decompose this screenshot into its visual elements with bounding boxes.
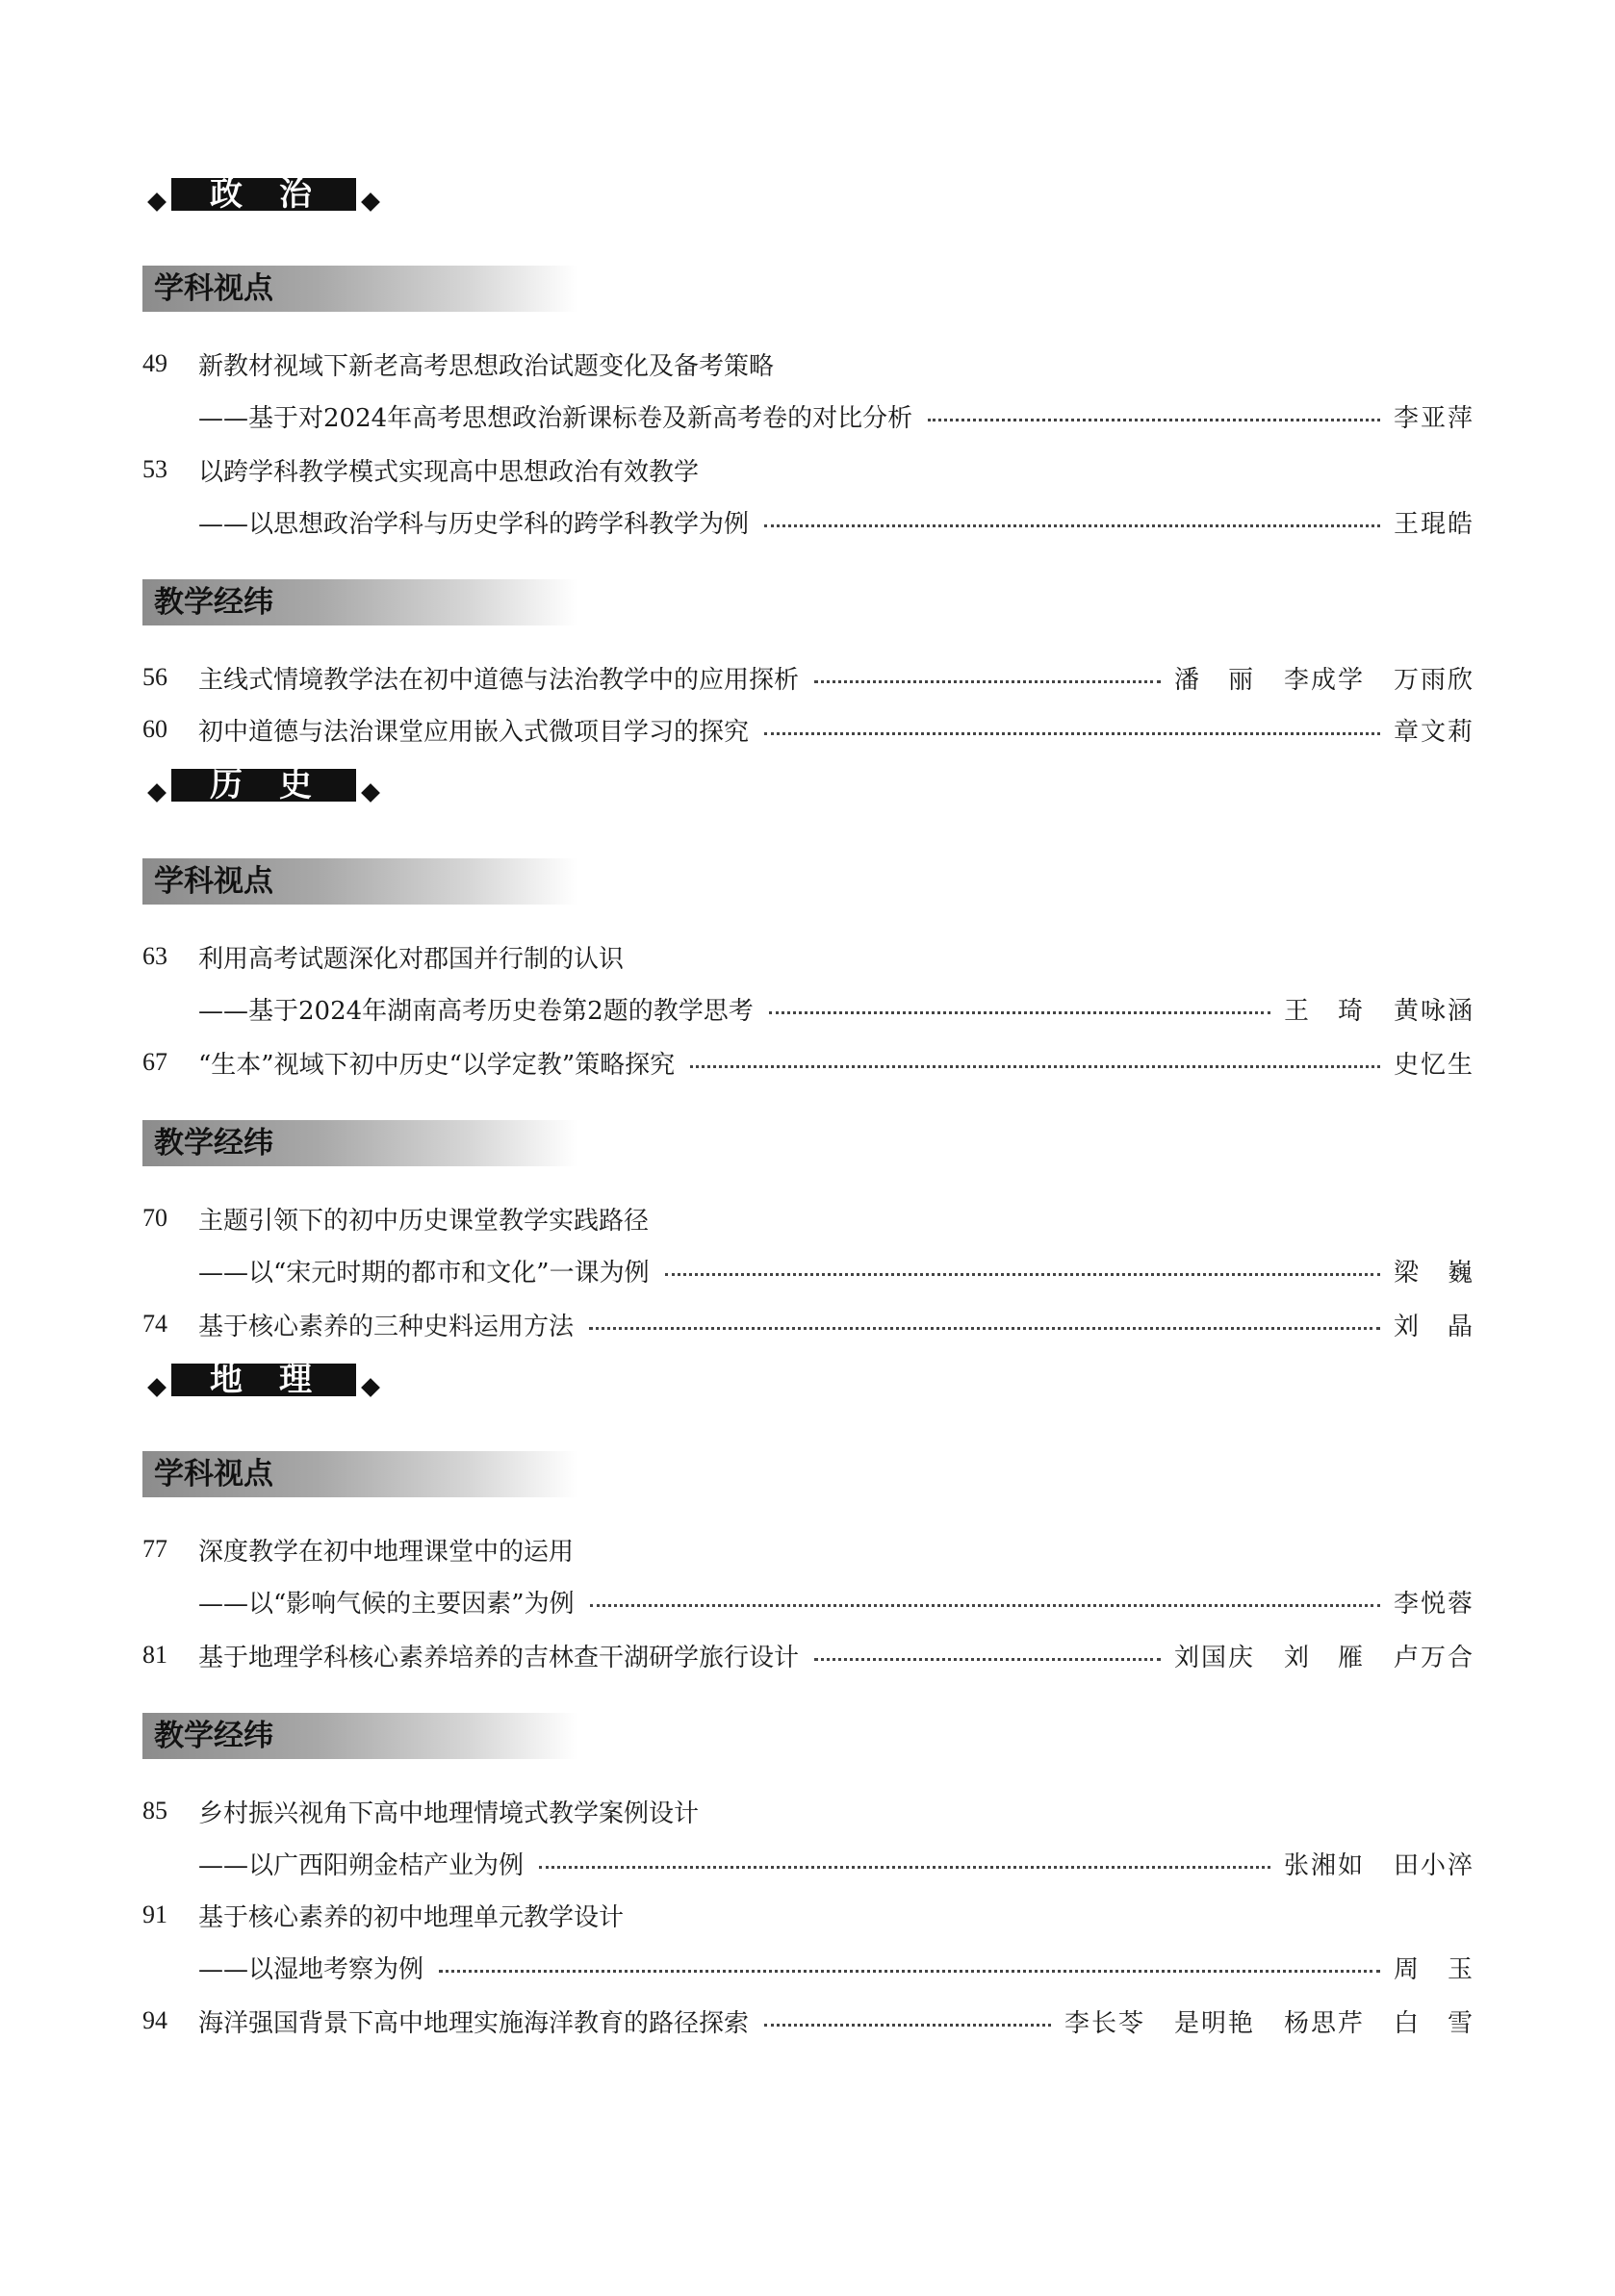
author-name: 史忆生 xyxy=(1393,1050,1474,1080)
title-text: 海洋强国背景下高中地理实施海洋教育的路径探索 xyxy=(198,2008,750,2038)
diamond-icon xyxy=(361,192,380,212)
author-list xyxy=(1174,1638,1474,1673)
author-name: 万雨欣 xyxy=(1393,665,1474,695)
article-subtitle[interactable] xyxy=(142,1846,1474,1880)
subtitle-text: ——以“影响气候的主要因素”为例 xyxy=(198,1589,575,1619)
page-number: 74 xyxy=(142,1310,167,1338)
author-name: 王 琦 xyxy=(1283,996,1365,1026)
author-list xyxy=(1394,1584,1474,1620)
author-list xyxy=(1394,1307,1474,1342)
author-name: 刘国庆 xyxy=(1173,1643,1255,1672)
article-entry[interactable] xyxy=(142,1794,1474,1828)
author-name: 李悦蓉 xyxy=(1393,1589,1474,1619)
article-entry[interactable] xyxy=(142,1045,1474,1080)
article-entry[interactable] xyxy=(142,660,1474,695)
subject-heading xyxy=(142,766,385,810)
title-text: 新教材视域下新老高考思想政治试题变化及备考策略 xyxy=(198,351,775,381)
dot-leader xyxy=(590,1604,1380,1607)
author-name: 黄咏涵 xyxy=(1393,996,1474,1026)
dot-leader xyxy=(690,1065,1380,1068)
page-number: 63 xyxy=(142,942,167,970)
subject-heading xyxy=(142,175,385,219)
page-number: 70 xyxy=(142,1204,167,1232)
subtitle-text: ——以湿地考察为例 xyxy=(198,1954,424,1984)
author-name: 杨思芹 xyxy=(1283,2008,1365,2038)
article-subtitle[interactable] xyxy=(142,1950,1474,1984)
article-entry[interactable] xyxy=(142,939,1474,974)
article-entry[interactable] xyxy=(142,1898,1474,1932)
title-text: 基于地理学科核心素养培养的吉林查干湖研学旅行设计 xyxy=(198,1643,800,1672)
dot-leader xyxy=(814,680,1161,683)
subtitle-text: ——以思想政治学科与历史学科的跨学科教学为例 xyxy=(198,509,750,539)
author-name: 章文莉 xyxy=(1393,717,1474,747)
section-label: 学科视点 xyxy=(142,1451,577,1497)
subject-title: 地理 xyxy=(171,1364,356,1396)
article-entry[interactable] xyxy=(142,1201,1474,1236)
article-subtitle[interactable] xyxy=(142,1584,1474,1619)
diamond-icon xyxy=(147,192,167,212)
author-list xyxy=(1394,504,1474,540)
author-name: 刘 雁 xyxy=(1283,1643,1365,1672)
section-label: 教学经纬 xyxy=(142,1120,577,1166)
author-name: 李长苓 xyxy=(1064,2008,1145,2038)
diamond-icon xyxy=(147,1378,167,1397)
author-name: 周 玉 xyxy=(1393,1954,1474,1984)
author-name: 刘 晶 xyxy=(1393,1312,1474,1341)
section-label: 学科视点 xyxy=(142,266,577,312)
author-list xyxy=(1394,1950,1474,1985)
title-text: 以跨学科教学模式实现高中思想政治有效教学 xyxy=(198,457,700,487)
author-list xyxy=(1394,1253,1474,1288)
article-subtitle[interactable] xyxy=(142,1253,1474,1288)
dot-leader xyxy=(439,1970,1380,1973)
dot-leader xyxy=(928,419,1380,421)
author-name: 李成学 xyxy=(1283,665,1365,695)
subject-heading xyxy=(142,1361,385,1405)
page-number: 77 xyxy=(142,1535,167,1563)
author-name: 是明艳 xyxy=(1173,2008,1255,2038)
page-number: 85 xyxy=(142,1797,167,1824)
author-name: 潘 丽 xyxy=(1173,665,1255,695)
section-label: 学科视点 xyxy=(142,858,577,905)
author-name: 白 雪 xyxy=(1393,2008,1474,2038)
dot-leader xyxy=(539,1866,1270,1869)
diamond-icon xyxy=(361,783,380,803)
title-text: 基于核心素养的初中地理单元教学设计 xyxy=(198,1902,625,1932)
article-entry[interactable] xyxy=(142,2003,1474,2038)
article-entry[interactable] xyxy=(142,712,1474,747)
dot-leader xyxy=(589,1327,1380,1330)
author-name: 田小淬 xyxy=(1393,1850,1474,1880)
title-text: 利用高考试题深化对郡国并行制的认识 xyxy=(198,944,625,974)
title-text: 主题引领下的初中历史课堂教学实践路径 xyxy=(198,1206,650,1236)
article-subtitle[interactable] xyxy=(142,398,1474,433)
article-entry[interactable] xyxy=(142,1307,1474,1341)
subtitle-text: ——以“宋元时期的都市和文化”一课为例 xyxy=(198,1258,650,1288)
subject-title: 历史 xyxy=(171,769,356,802)
dot-leader xyxy=(764,524,1380,527)
page-number: 94 xyxy=(142,2006,167,2034)
page-number: 49 xyxy=(142,349,167,377)
title-text: 乡村振兴视角下高中地理情境式教学案例设计 xyxy=(198,1799,700,1828)
diamond-icon xyxy=(361,1378,380,1397)
article-entry[interactable] xyxy=(142,1638,1474,1672)
title-text: 主线式情境教学法在初中道德与法治教学中的应用探析 xyxy=(198,665,800,695)
dot-leader xyxy=(764,2024,1051,2027)
section-label: 教学经纬 xyxy=(142,579,577,625)
dot-leader xyxy=(769,1011,1270,1014)
article-entry[interactable] xyxy=(142,346,1474,381)
title-text: 深度教学在初中地理课堂中的运用 xyxy=(198,1537,575,1567)
article-subtitle[interactable] xyxy=(142,504,1474,539)
title-text: 初中道德与法治课堂应用嵌入式微项目学习的探究 xyxy=(198,717,750,747)
diamond-icon xyxy=(147,783,167,803)
author-list xyxy=(1284,991,1474,1027)
page-number: 91 xyxy=(142,1901,167,1928)
dot-leader xyxy=(814,1658,1161,1661)
page-number: 60 xyxy=(142,715,167,743)
author-list xyxy=(1174,660,1474,696)
page-number: 67 xyxy=(142,1048,167,1076)
author-name: 卢万合 xyxy=(1393,1643,1474,1672)
article-entry[interactable] xyxy=(142,452,1474,487)
article-subtitle[interactable] xyxy=(142,991,1474,1026)
section-label: 教学经纬 xyxy=(142,1713,577,1759)
subtitle-text: ——基于2024年湖南高考历史卷第2题的教学思考 xyxy=(198,996,754,1026)
article-entry[interactable] xyxy=(142,1532,1474,1567)
title-text: 基于核心素养的三种史料运用方法 xyxy=(198,1312,575,1341)
author-list xyxy=(1394,712,1474,748)
author-list xyxy=(1394,398,1474,434)
author-list xyxy=(1394,1045,1474,1081)
subject-title: 政治 xyxy=(171,178,356,211)
author-name: 张湘如 xyxy=(1283,1850,1365,1880)
dot-leader xyxy=(665,1273,1380,1276)
page-number: 56 xyxy=(142,663,167,691)
title-text: “生本”视域下初中历史“以学定教”策略探究 xyxy=(198,1050,676,1080)
page-number: 53 xyxy=(142,455,167,483)
subtitle-text: ——以广西阳朔金桔产业为例 xyxy=(198,1850,525,1880)
author-list xyxy=(1284,1846,1474,1881)
author-name: 李亚萍 xyxy=(1393,403,1474,433)
author-name: 梁 巍 xyxy=(1393,1258,1474,1288)
dot-leader xyxy=(764,732,1380,735)
author-name: 王琨皓 xyxy=(1393,509,1474,539)
page-number: 81 xyxy=(142,1641,167,1669)
subtitle-text: ——基于对2024年高考思想政治新课标卷及新高考卷的对比分析 xyxy=(198,403,913,433)
author-list xyxy=(1064,2003,1474,2039)
